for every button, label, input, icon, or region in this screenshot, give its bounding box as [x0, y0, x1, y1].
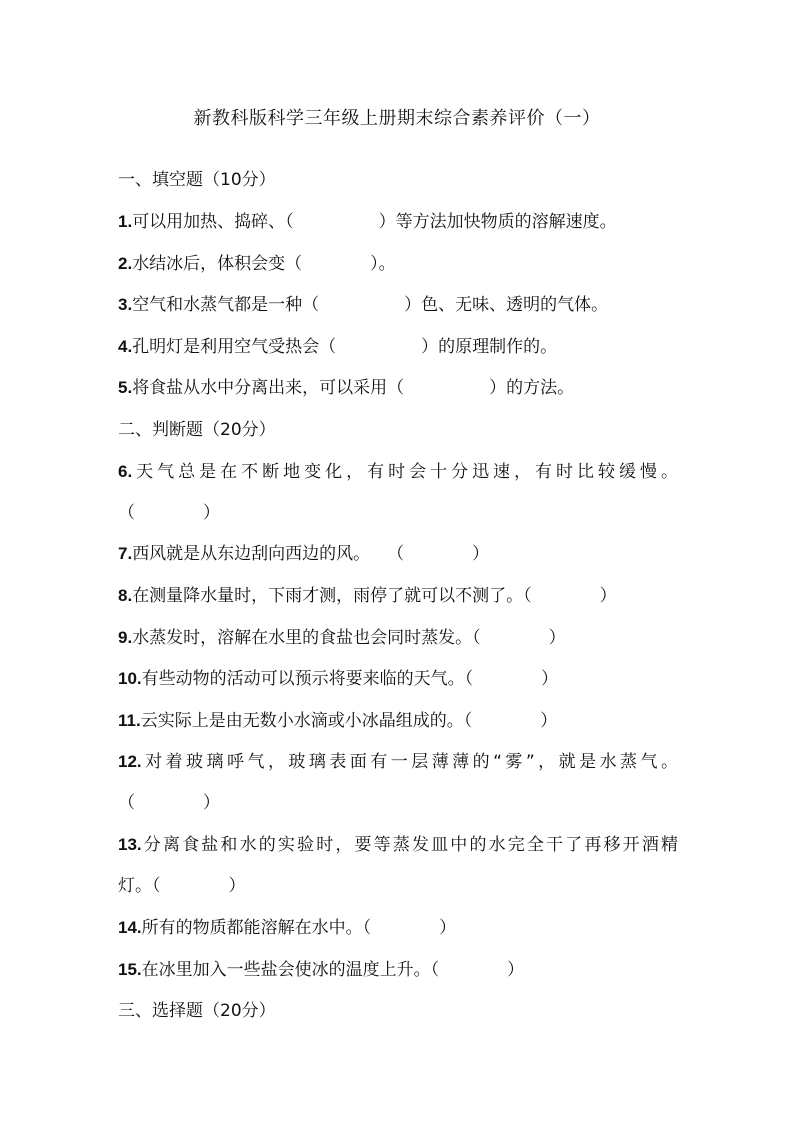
question-13-continuation: 灯。（ ）: [118, 876, 246, 896]
question-number: 13.: [118, 835, 142, 854]
question-7: [118, 542, 489, 566]
question-text: 将食盐从水中分离出来，可以采用（ ）的方法。: [132, 378, 575, 398]
question-14: [118, 916, 456, 940]
question-10: [118, 667, 558, 691]
question-number: 8.: [118, 586, 133, 605]
question-text: 天气总是在不断地变化，有时会十分迅速，有时比较缓慢。: [132, 462, 678, 482]
section-heading-fill-blank: 一、填空题（10分）: [118, 170, 276, 190]
question-text: 可以用加热、捣碎、（ ）等方法加快物质的溶解速度。: [132, 212, 617, 232]
question-2: [118, 252, 396, 276]
question-15: [118, 958, 524, 982]
question-number: 2.: [118, 254, 133, 273]
question-text: 有些动物的活动可以预示将要来临的天气。（ ）: [141, 669, 559, 689]
question-6: [118, 460, 678, 484]
question-12-answer-blank: （ ）: [118, 793, 220, 813]
question-text: 所有的物质都能溶解在水中。（ ）: [141, 918, 457, 938]
question-6-answer-blank: （ ）: [118, 503, 220, 523]
question-text: 孔明灯是利用空气受热会（ ）的原理制作的。: [132, 337, 558, 357]
question-text: 空气和水蒸气都是一种（ ）色、无味、透明的气体。: [132, 295, 609, 315]
question-8: [118, 584, 617, 608]
question-text: 在测量降水量时，下雨才测，雨停了就可以不测了。（ ）: [132, 586, 617, 606]
section-heading-true-false: 二、判断题（20分）: [118, 420, 276, 440]
question-4: [118, 335, 557, 359]
question-number: 6.: [118, 462, 133, 481]
page-title: 新教科版科学三年级上册期末综合素养评价（一）: [193, 108, 601, 129]
question-3: [118, 293, 608, 317]
question-number: 12.: [118, 752, 142, 771]
question-11: [118, 709, 557, 733]
section-heading-multiple-choice: 三、选择题（20分）: [118, 1001, 276, 1021]
question-text: 在冰里加入一些盐会使冰的温度上升。（ ）: [141, 960, 525, 980]
question-text: 西风就是从东边刮向西边的风。 （ ）: [132, 544, 490, 564]
question-number: 3.: [118, 295, 133, 314]
question-1: [118, 210, 617, 234]
question-number: 11.: [118, 711, 141, 730]
question-text: 水结冰后，体积会变（ ）。: [132, 254, 396, 274]
question-number: 1.: [118, 212, 133, 231]
question-text: 云实际上是由无数小水滴或小冰晶组成的。（ ）: [140, 711, 558, 731]
question-number: 9.: [118, 628, 133, 647]
question-5: [118, 376, 574, 400]
question-number: 14.: [118, 918, 142, 937]
question-number: 7.: [118, 544, 133, 563]
question-12: [118, 750, 678, 774]
question-9: [118, 626, 566, 650]
question-number: 5.: [118, 378, 133, 397]
question-13: [118, 833, 678, 857]
question-number: 15.: [118, 960, 142, 979]
question-number: 4.: [118, 337, 133, 356]
question-text: 水蒸发时，溶解在水里的食盐也会同时蒸发。（ ）: [132, 628, 566, 648]
question-number: 10.: [118, 669, 142, 688]
question-text: 对着玻璃呼气，玻璃表面有一层薄薄的“雾”，就是水蒸气。: [141, 752, 678, 772]
question-text: 分离食盐和水的实验时，要等蒸发皿中的水完全干了再移开酒精: [141, 835, 678, 855]
